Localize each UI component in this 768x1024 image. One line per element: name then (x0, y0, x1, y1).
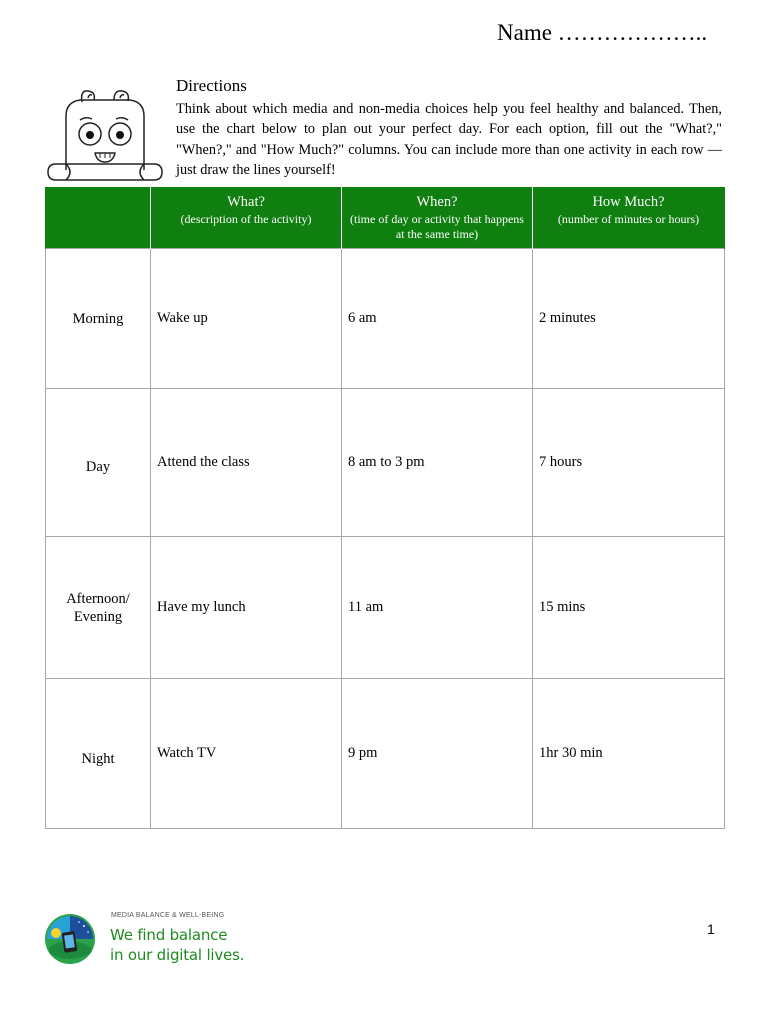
footer-kicker: MEDIA BALANCE & WELL-BEING (111, 912, 225, 919)
when-cell[interactable]: 11 am (342, 537, 533, 679)
when-cell[interactable]: 9 pm (342, 679, 533, 829)
header-how-much (533, 187, 725, 249)
how-much-cell[interactable]: 7 hours (533, 389, 725, 537)
media-balance-logo-icon (44, 913, 96, 965)
header-what-subtitle: (description of the activity) (180, 212, 312, 226)
directions-heading: Directions (176, 76, 247, 95)
when-cell[interactable]: 6 am (342, 249, 533, 389)
period-cell: Morning (46, 249, 151, 389)
perfect-day-planning-table (45, 187, 725, 829)
header-what (151, 187, 342, 249)
page-number: 1 (707, 921, 715, 937)
table-row (46, 249, 725, 389)
header-when-title: When? (416, 194, 458, 210)
mascot-illustration (44, 86, 166, 182)
table-row (46, 389, 725, 537)
table-row (46, 537, 725, 679)
footer-tagline (110, 925, 244, 965)
what-cell[interactable]: Watch TV (151, 679, 342, 829)
header-how-much-title: How Much? (592, 194, 665, 210)
what-cell[interactable]: Wake up (151, 249, 342, 389)
footer-tagline-line-1: We find balance (110, 926, 228, 944)
what-cell[interactable]: Attend the class (151, 389, 342, 537)
header-what-title: What? (227, 194, 265, 210)
header-when-subtitle: (time of day or activity that happens at the same time) (350, 212, 524, 241)
how-much-cell[interactable]: 2 minutes (533, 249, 725, 389)
footer-tagline-line-2: in our digital lives. (110, 946, 245, 964)
when-cell[interactable]: 8 am to 3 pm (342, 389, 533, 537)
header-how-much-subtitle: (number of minutes or hours) (557, 212, 700, 226)
table-header-row (46, 187, 725, 249)
period-cell: Day (46, 389, 151, 537)
header-when (342, 187, 533, 249)
name-field-label: Name ……………….. (497, 20, 708, 45)
header-period (46, 187, 151, 249)
how-much-cell[interactable]: 15 mins (533, 537, 725, 679)
how-much-cell[interactable]: 1hr 30 min (533, 679, 725, 829)
what-cell[interactable]: Have my lunch (151, 537, 342, 679)
table-row (46, 679, 725, 829)
period-cell: Afternoon/ Evening (46, 537, 151, 679)
period-cell: Night (46, 679, 151, 829)
directions-body: Think about which media and non-media choices help you feel healthy and balanced. Then, use the chart below to plan out your perfect day. For each option, fill out the "What?," "When?," and "How Much?" columns. You can include more than one activity in each row — just draw the lines yourself! (176, 101, 722, 178)
